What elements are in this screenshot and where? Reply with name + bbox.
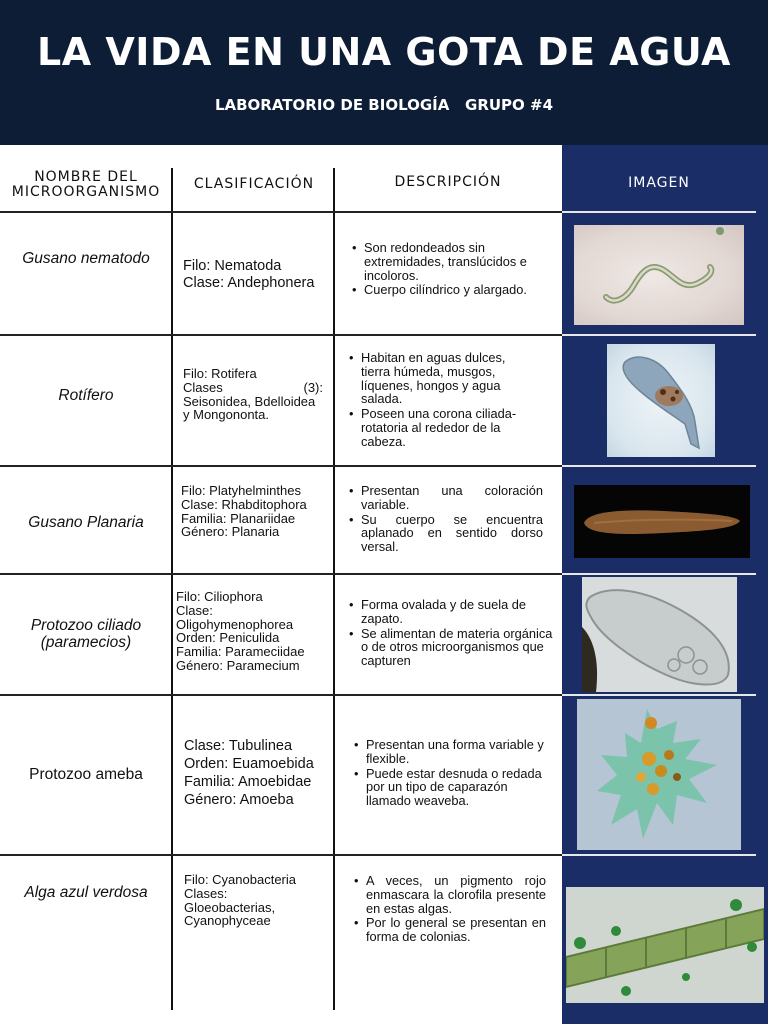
description-bullet: • Poseen una corona ciliada-rotatoria al rededor de la cabeza. — [347, 407, 537, 448]
row-divider — [562, 211, 756, 213]
description-bullet: • Forma ovalada y de suela de zapato. — [347, 598, 557, 626]
column-header-description: DESCRIPCIÓN — [394, 174, 502, 191]
description-bullet: • Cuerpo cilíndrico y alargado. — [350, 283, 550, 297]
image-amoeba — [577, 699, 741, 850]
description-bullet: • Habitan en aguas dulces, tierra húmeda, musgos, líquenes, hongos y agua salada. — [347, 351, 537, 406]
description-bullet: • Se alimentan de materia orgánica o de otros microorganismos que capturen — [347, 627, 557, 668]
classification-line: Oligohymenophorea — [176, 616, 294, 632]
description-nematodo — [350, 241, 550, 298]
classification-line: Clase: Andephonera — [183, 274, 315, 291]
row-divider — [0, 465, 562, 467]
organism-name-paramecio: Protozoo ciliado (paramecios) — [30, 616, 142, 651]
description-bullet: • A veces, un pigmento rojo enmascara la clorofila presente en estas algas. — [352, 874, 546, 915]
description-bullet: • Son redondeados sin extremidades, translúcidos e incoloros. — [350, 241, 550, 282]
classification-line: Seisonidea, Bdelloidea — [183, 393, 316, 409]
description-bullet: • Presentan una coloración variable. — [347, 484, 543, 512]
classification-line — [183, 381, 323, 395]
classification-line: Filo: Nematoda — [183, 258, 282, 274]
classification-paramecio — [176, 590, 336, 673]
description-bullet: • Presentan una forma variable y flexible. — [352, 738, 552, 766]
classification-alga — [184, 873, 344, 928]
row-divider — [562, 334, 756, 336]
organism-name-rotifero: Rotífero — [58, 387, 114, 405]
classification-word: Clases — [183, 379, 223, 395]
classification-line: Orden: Euamoebida — [184, 756, 314, 773]
row-divider — [562, 465, 756, 467]
organism-name-nematodo: Gusano nematodo — [22, 250, 150, 268]
row-divider — [0, 854, 562, 856]
row-divider — [0, 334, 562, 336]
classification-planaria — [181, 484, 341, 539]
description-planaria — [347, 484, 543, 555]
classification-line: Familia: Amoebidae — [184, 774, 312, 791]
description-ameba — [352, 738, 552, 809]
image-paramecium — [582, 577, 737, 692]
classification-line: Filo: Platyhelminthes — [181, 483, 301, 498]
classification-line: Orden: Peniculida — [176, 630, 280, 646]
paramecium-icon — [582, 577, 737, 692]
alga-filament-icon — [566, 887, 764, 1003]
classification-line: Clases: — [184, 885, 228, 901]
classification-rotifero — [183, 367, 323, 422]
description-paramecio — [347, 598, 557, 669]
classification-line: Cyanophyceae — [184, 913, 271, 929]
classification-line: Familia: Planariidae — [181, 510, 296, 526]
row-divider — [562, 694, 756, 696]
description-bullet: • Por lo general se presentan en forma de colonias. — [352, 916, 546, 944]
classification-line: Género: Amoeba — [184, 792, 294, 809]
description-bullet: • Su cuerpo se encuentra aplanado en sentido dorso versal. — [347, 513, 543, 554]
row-divider — [562, 573, 756, 575]
description-bullet: • Puede estar desnuda o redada por un tipo de caparazón llamado weaveba. — [352, 767, 552, 808]
classification-line: Filo: Cyanobacteria — [184, 872, 296, 887]
image-planaria — [574, 485, 750, 558]
nematode-worm-icon — [574, 225, 744, 325]
rotifer-icon — [607, 344, 715, 457]
classification-line: Clase: Rhabditophora — [181, 496, 307, 512]
page-title: LA VIDA EN UNA GOTA DE AGUA — [37, 30, 731, 74]
organism-name-ameba: Protozoo ameba — [29, 766, 143, 784]
image-nematode — [574, 225, 744, 325]
classification-word: (3): — [303, 379, 323, 395]
planaria-worm-icon — [574, 485, 750, 558]
classification-ameba — [184, 737, 344, 810]
description-rotifero — [347, 351, 537, 450]
column-header-classification: CLASIFICACIÓN — [193, 176, 315, 193]
classification-line: Filo: Rotifera — [183, 366, 257, 381]
amoeba-icon — [577, 699, 741, 850]
classification-nematodo — [183, 258, 343, 291]
organism-name-planaria: Gusano Planaria — [28, 514, 144, 532]
page-subtitle: LABORATORIO DE BIOLOGÍA GRUPO #4 — [214, 96, 554, 114]
row-divider — [0, 573, 562, 575]
classification-line: Filo: Ciliophora — [176, 589, 263, 604]
image-alga — [566, 887, 764, 1003]
column-header-name: NOMBRE DEL MICROORGANISMO — [11, 168, 161, 200]
image-rotifer — [607, 344, 715, 457]
classification-line: Clase: Tubulinea — [184, 738, 293, 754]
classification-line: Gloeobacterias, — [184, 899, 276, 915]
description-alga — [352, 874, 546, 945]
row-divider — [562, 854, 756, 856]
classification-line: Género: Paramecium — [176, 657, 300, 673]
organism-name-alga: Alga azul verdosa — [24, 884, 148, 902]
classification-line: y Mongononta. — [183, 407, 270, 423]
column-header-image: IMAGEN — [628, 175, 690, 192]
classification-line: Familia: Parameciidae — [176, 644, 305, 660]
classification-line: Género: Planaria — [181, 524, 280, 540]
row-divider — [0, 211, 562, 213]
row-divider — [0, 694, 562, 696]
classification-line: Clase: — [176, 602, 213, 618]
header-banner — [0, 0, 768, 145]
